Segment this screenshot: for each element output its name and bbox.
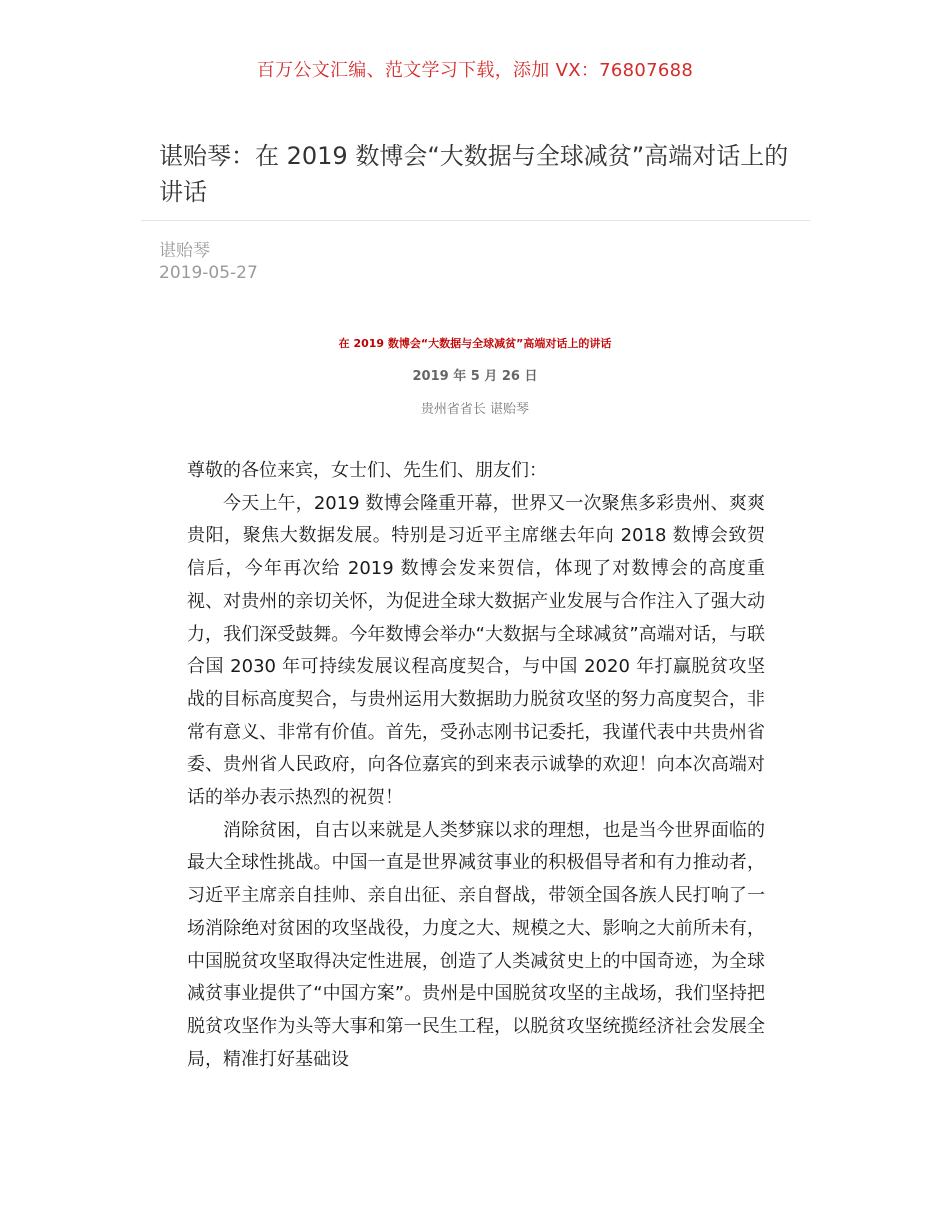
article-title: 谌贻琴：在 2019 数博会“大数据与全球减贫”高端对话上的讲话	[159, 142, 789, 206]
body-paragraph: 消除贫困，自古以来就是人类梦寐以求的理想，也是当今世界面临的最大全球性挑战。中国一直是世界减贫事业的积极倡导者和有力推动者，习近平主席亲自挂帅、亲自出征、亲自督战，带领全国各族人民打响了一场消除绝对贫困的攻坚战役，力度之大、规模之大、影响之大前所未有，中国脱贫攻坚取得决定性进展，创造了人类减贫史上的中国奇迹，为全球减贫事业提供了“中国方案”。贵州是中国脱贫攻坚的主战场，我们坚持把脱贫攻坚作为头等大事和第一民生工程，以脱贫攻坚统揽经济社会发展全局，精准打好基础设	[187, 819, 765, 1070]
body-paragraph: 今天上午，2019 数博会隆重开幕，世界又一次聚焦多彩贵州、爽爽贵阳，聚焦大数据发展。特别是习近平主席继去年向 2018 数博会致贺信后，今年再次给 2019 数博会发来贺信，体现了对数博会的高度重视、对贵州的亲切关怀，为促进全球大数据产业发展与合作注入了强大动力，我们深受鼓舞。今年数博会举办“大数据与全球减贫”高端对话，与联合国 2030 年可持续发展议程高度契合，与中国 2020 年打赢脱贫攻坚战的目标高度契合，与贵州运用大数据助力脱贫攻坚的努力高度契合，非常有意义、非常有价值。首先，受孙志刚书记委托，我谨代表中共贵州省委、贵州省人民政府，向各位嘉宾的到来表示诚挚的欢迎！向本次高端对话的举办表示热烈的祝贺！	[187, 492, 765, 809]
salutation: 尊敬的各位来宾，女士们、先生们、朋友们：	[187, 460, 547, 481]
title-divider	[141, 220, 810, 221]
article-author: 谌贻琴	[159, 241, 210, 261]
document-body	[187, 455, 765, 1076]
document-heading: 在 2019 数博会“大数据与全球减贫”高端对话上的讲话	[338, 337, 612, 350]
document-speaker: 贵州省省长 谌贻琴	[420, 402, 530, 417]
promo-banner: 百万公文汇编、范文学习下载，添加 VX：76807688	[256, 60, 694, 81]
document-date: 2019 年 5 月 26 日	[412, 369, 538, 384]
article-date: 2019-05-27	[159, 263, 258, 283]
